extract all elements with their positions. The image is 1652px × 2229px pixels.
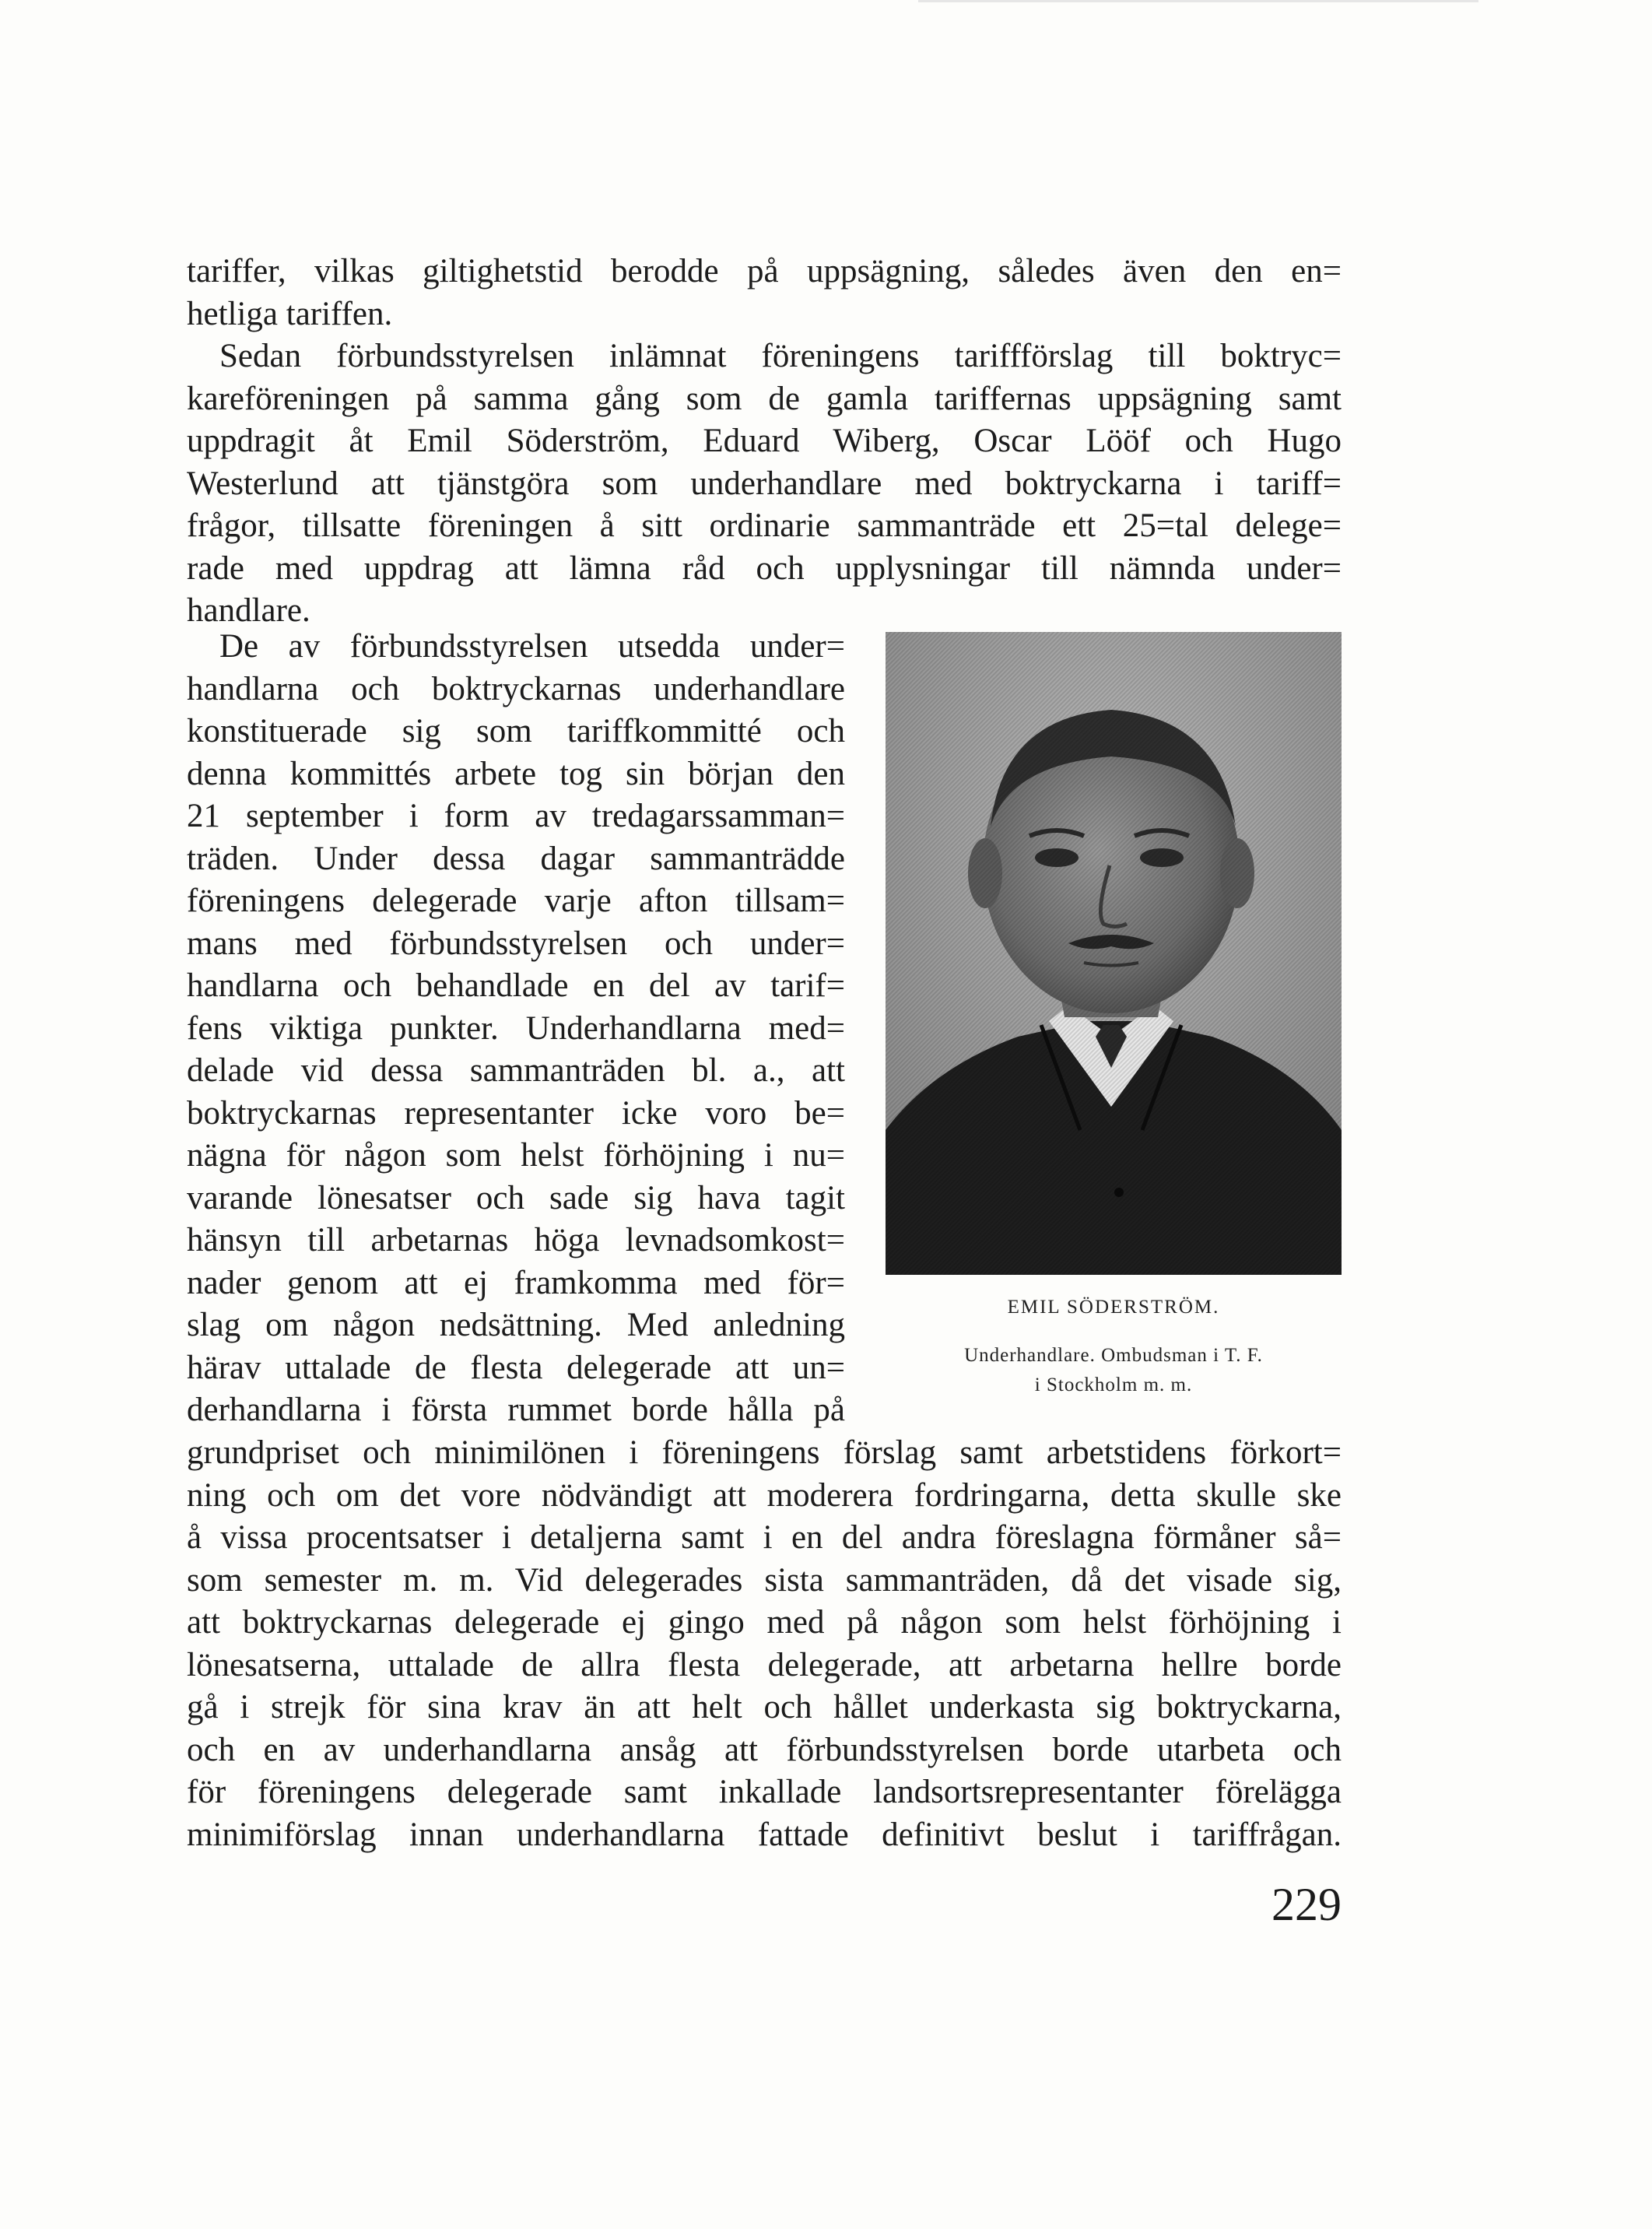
paragraph-block-top xyxy=(187,251,1342,633)
text-line: som semester m. m. Vid delegerades sista sammanträden, då det visade sig, xyxy=(187,1561,1342,1599)
figure-caption-line: i Stockholm m. m. xyxy=(1034,1374,1193,1395)
text-line: gå i strejk för sina krav än att helt och hållet underkasta sig boktryckarna, xyxy=(187,1689,1342,1725)
text-line: 21 september i form av tredagarssamman= xyxy=(187,798,845,834)
text-line: Sedan förbundsstyrelsen inlämnat föreningens tariffförslag till boktryc= xyxy=(219,338,1342,374)
text-line: hetliga tariffen. xyxy=(187,295,393,332)
text-line: för föreningens delegerade samt inkallade landsortsrepresentanter förelägga xyxy=(187,1774,1342,1810)
text-line: lönesatserna, uttalade de allra flesta delegerade, att arbetarna hellre borde xyxy=(187,1646,1342,1683)
text-line: boktryckarnas representanter icke voro be= xyxy=(187,1094,845,1132)
text-line: uppdragit åt Emil Söderström, Eduard Wiberg, Oscar Lööf och Hugo xyxy=(187,423,1342,459)
text-line: minimiförslag innan underhandlarna fattade definitivt beslut i tariffrågan. xyxy=(187,1816,1342,1853)
portrait-photo xyxy=(886,632,1342,1275)
text-line: hänsyn till arbetarnas höga levnadsomkost= xyxy=(187,1222,845,1258)
text-line: varande lönesatser och sade sig hava tagit xyxy=(187,1179,845,1216)
text-line: delade vid dessa sammanträden bl. a., att xyxy=(187,1052,845,1089)
text-line: fens viktiga punkter. Underhandlarna med= xyxy=(187,1009,845,1047)
text-line: ning och om det vore nödvändigt att moderera fordringarna, detta skulle ske xyxy=(187,1476,1342,1514)
text-line: nägna för någon som helst förhöjning i nu= xyxy=(187,1137,845,1174)
text-line: kareföreningen på samma gång som de gamla tariffernas uppsägning samt xyxy=(187,380,1342,417)
text-line: nader genom att ej framkomma med för= xyxy=(187,1264,845,1301)
portrait-illustration xyxy=(886,632,1342,1275)
paragraph-block-bottom xyxy=(187,1432,1342,1856)
text-line: Westerlund att tjänstgöra som underhandlare med boktryckarna i tariff= xyxy=(187,465,1342,502)
text-line: rade med uppdrag att lämna råd och upplysningar till nämnda under= xyxy=(187,549,1342,587)
text-line: frågor, tillsatte föreningen å sitt ordinarie sammanträde ett 25=tal delege= xyxy=(187,507,1342,544)
text-line: denna kommittés arbete tog sin början den xyxy=(187,755,845,792)
text-line: handlare. xyxy=(187,592,310,629)
figure-caption-name: EMIL SÖDERSTRÖM. xyxy=(1007,1297,1220,1318)
text-line: handlarna och boktryckarnas underhandlare xyxy=(187,670,845,707)
text-line: å vissa procentsatser i detaljerna samt i en del andra föreslagna förmåner så= xyxy=(187,1519,1342,1556)
text-line: De av förbundsstyrelsen utsedda under= xyxy=(219,628,845,665)
text-line: konstituerade sig som tariffkommitté och xyxy=(187,713,845,749)
text-line: mans med förbundsstyrelsen och under= xyxy=(187,925,845,962)
text-line: att boktryckarnas delegerade ej gingo med på någon som helst förhöjning i xyxy=(187,1604,1342,1641)
text-line: tariffer, vilkas giltighetstid berodde på uppsägning, således även den en= xyxy=(187,253,1342,290)
page-number: 229 xyxy=(1271,1879,1342,1930)
text-line: grundpriset och minimilönen i föreningens förslag samt arbetstidens förkort= xyxy=(187,1434,1342,1471)
text-line: derhandlarna i första rummet borde hålla på xyxy=(187,1392,845,1428)
text-line: träden. Under dessa dagar sammanträdde xyxy=(187,840,845,877)
top-edge-rule xyxy=(918,0,1478,2)
text-line: härav uttalade de flesta delegerade att un= xyxy=(187,1349,845,1386)
text-line: slag om någon nedsättning. Med anledning xyxy=(187,1307,845,1343)
figure-caption-line: Underhandlare. Ombudsman i T. F. xyxy=(964,1345,1263,1366)
text-line: handlarna och behandlade en del av tarif= xyxy=(187,967,845,1004)
text-line: föreningens delegerade varje afton tillsam= xyxy=(187,883,845,919)
text-line: och en av underhandlarna ansåg att förbundsstyrelsen borde utarbeta och xyxy=(187,1731,1342,1768)
paragraph-block-narrow xyxy=(187,626,845,1432)
